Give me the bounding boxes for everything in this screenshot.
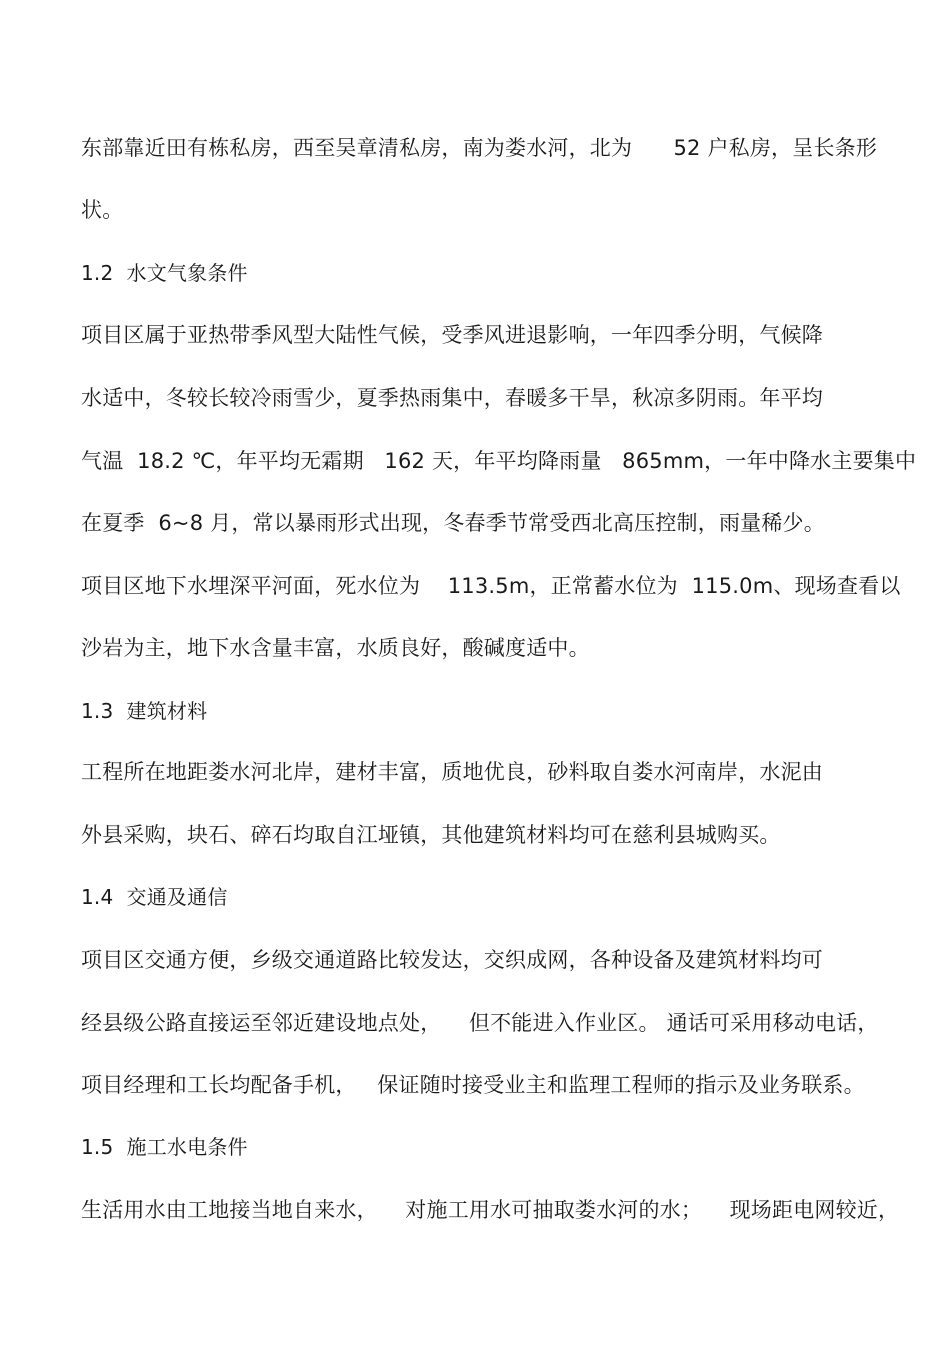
paragraph-line: 水适中，冬较长较冷雨雪少，夏季热雨集中，春暖多干旱，秋凉多阴雨。年平均: [81, 386, 823, 410]
paragraph-line: 气温 18.2 ℃，年平均无霜期 162 天，年平均降雨量 865mm，一年中降水主要集中: [81, 449, 917, 473]
paragraph-line: 工程所在地距娄水河北岸，建材丰富，质地优良，砂料取自娄水河南岸，水泥由: [81, 760, 823, 784]
paragraph-line: 东部靠近田有栋私房，西至吴章清私房，南为娄水河，北为 52 户私房，呈长条形: [81, 136, 878, 160]
paragraph-line: 状。: [81, 198, 124, 222]
paragraph-line: 生活用水由工地接当地自来水， 对施工用水可抽取娄水河的水； 现场距电网较近，: [81, 1198, 900, 1222]
paragraph-line: 外县采购，块石、碎石均取自江垭镇，其他建筑材料均可在慈利县城购买。: [81, 823, 781, 847]
section-heading-1-4: 1.4 交通及通信: [81, 885, 228, 909]
paragraph-line: 项目区地下水埋深平河面，死水位为 113.5m，正常蓄水位为 115.0m、现场查看以: [81, 574, 901, 598]
section-heading-1-3: 1.3 建筑材料: [81, 699, 208, 723]
paragraph-line: 项目区交通方便，乡级交通道路比较发达，交织成网，各种设备及建筑材料均可: [81, 948, 823, 972]
section-heading-1-2: 1.2 水文气象条件: [81, 261, 248, 285]
paragraph-line: 项目经理和工长均配备手机， 保证随时接受业主和监理工程师的指示及业务联系。: [81, 1073, 865, 1097]
paragraph-line: 在夏季 6~8 月，常以暴雨形式出现，冬春季节常受西北高压控制，雨量稀少。: [81, 511, 825, 535]
paragraph-line: 项目区属于亚热带季风型大陆性气候，受季风进退影响，一年四季分明，气候降: [81, 323, 823, 347]
paragraph-line: 经县级公路直接运至邻近建设地点处， 但不能进入作业区。 通话可采用移动电话，: [81, 1011, 879, 1035]
paragraph-line: 沙岩为主，地下水含量丰富，水质良好，酸碱度适中。: [81, 636, 590, 660]
section-heading-1-5: 1.5 施工水电条件: [81, 1135, 248, 1159]
